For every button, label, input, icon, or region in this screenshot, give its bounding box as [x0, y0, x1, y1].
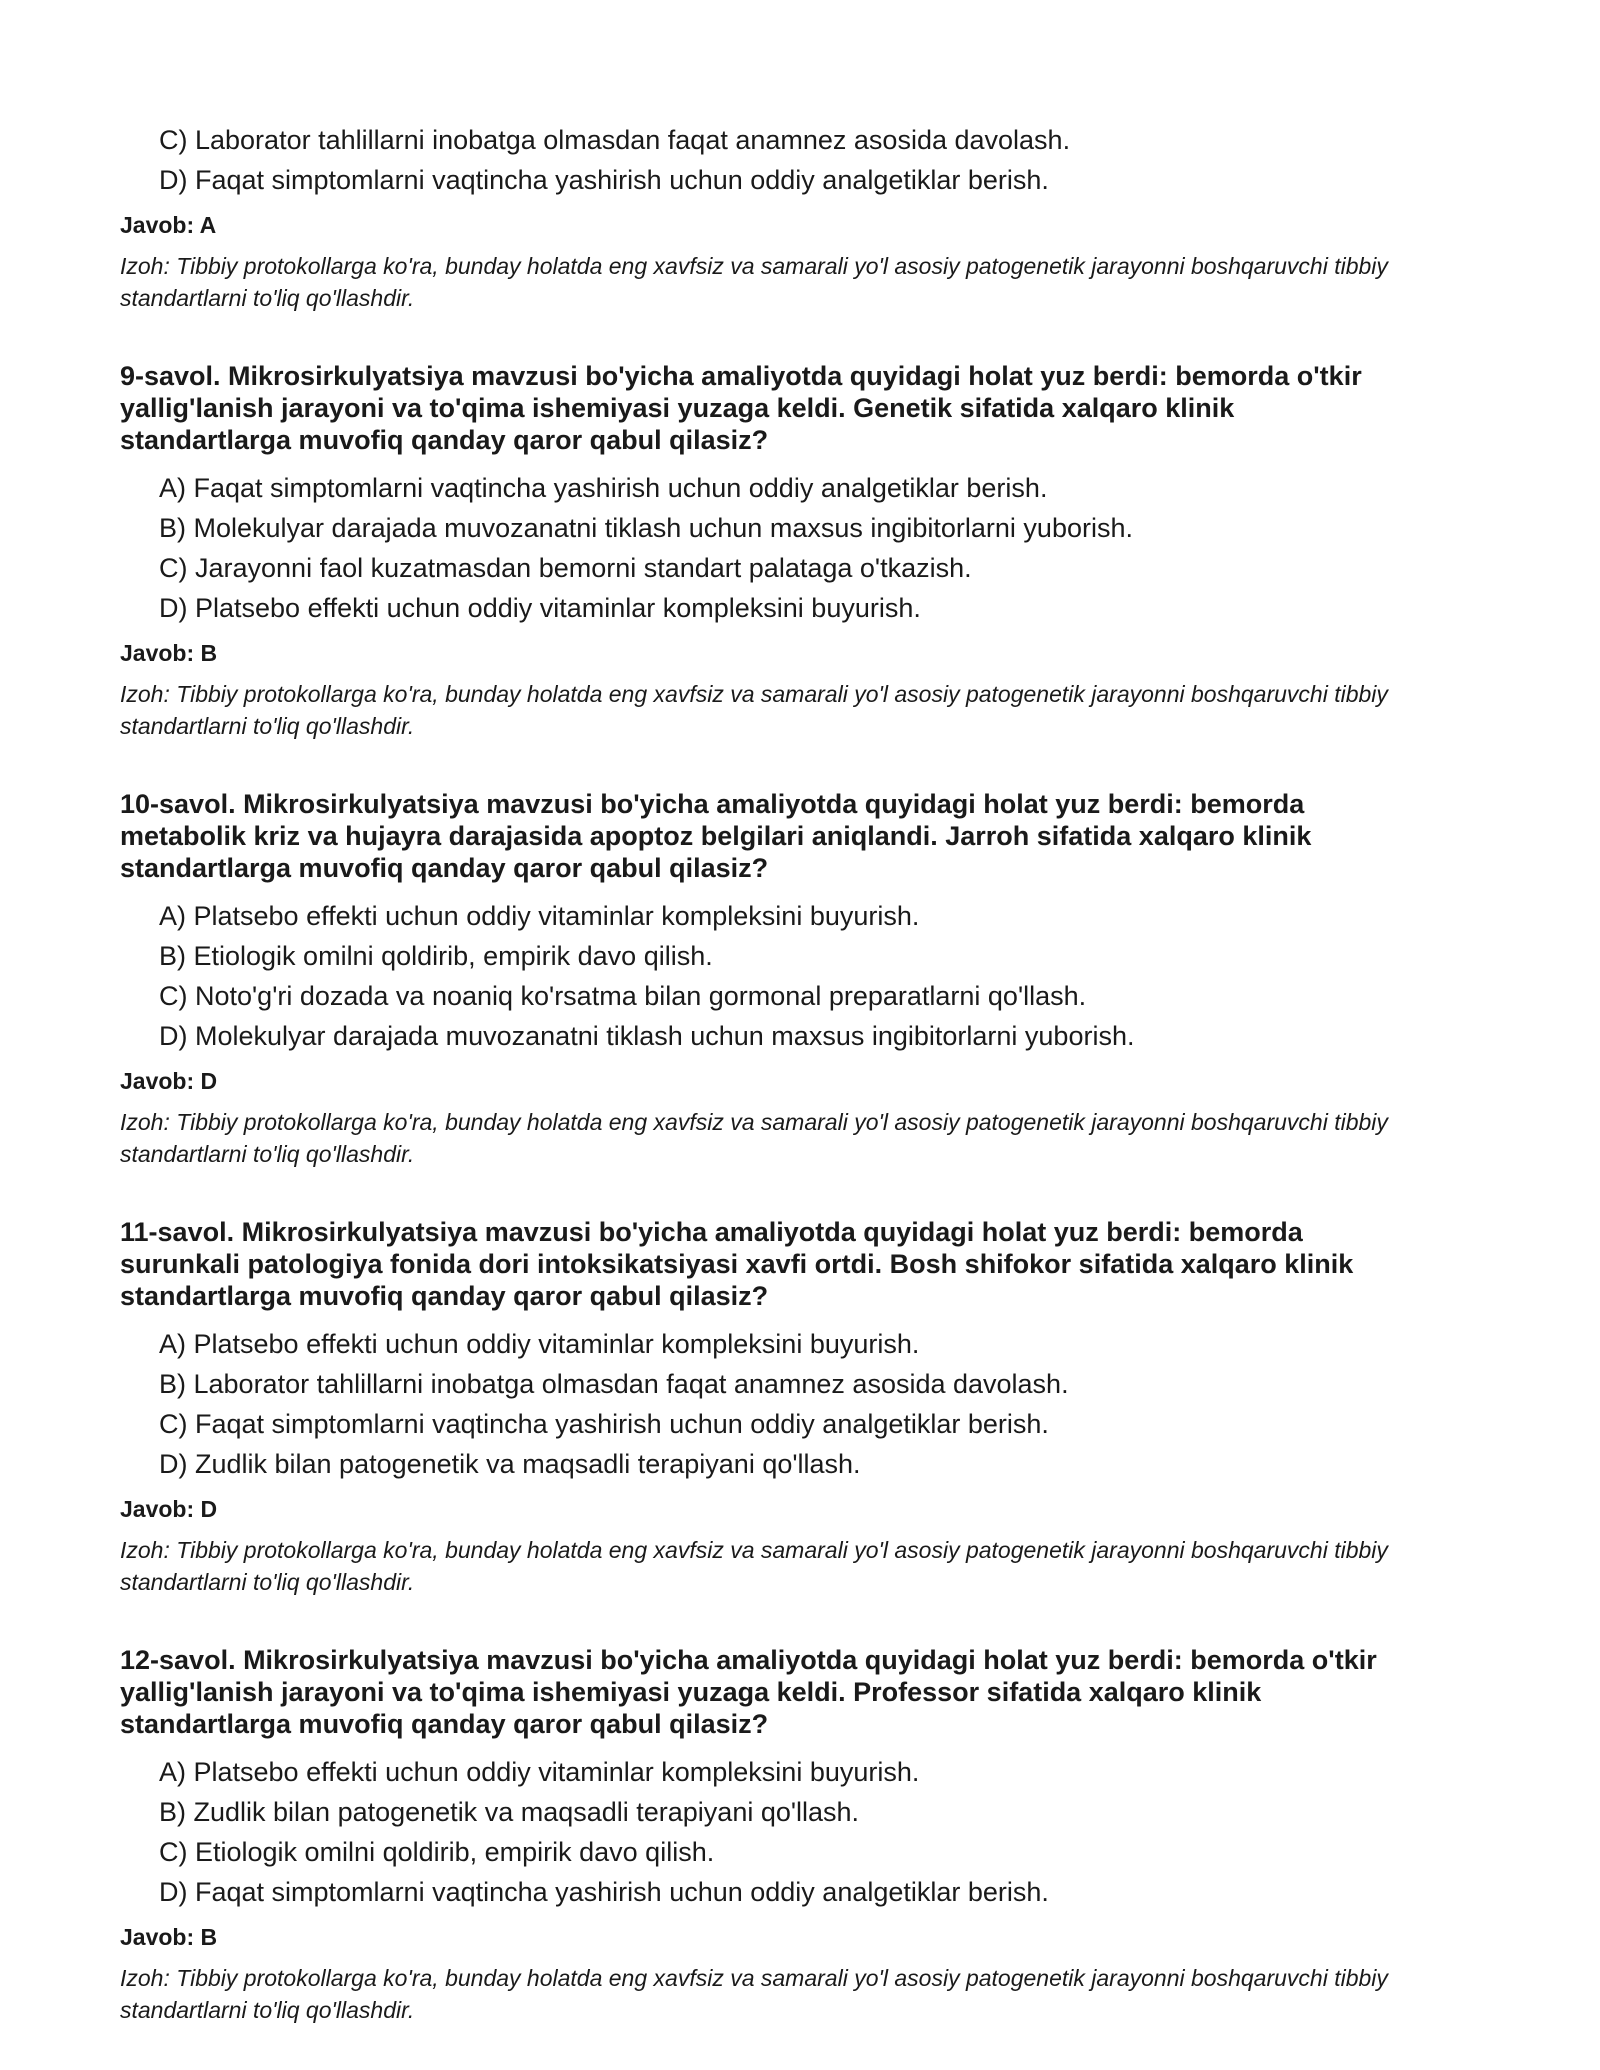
option-d: D) Platsebo effekti uchun oddiy vitaminlar kompleksini buyurish. — [159, 593, 921, 623]
option-a: A) Faqat simptomlarni vaqtincha yashirish uchun oddiy analgetiklar berish. — [159, 473, 1048, 503]
option-c: C) Laborator tahlillarni inobatga olmasdan faqat anamnez asosida davolash. — [159, 125, 1071, 155]
option-d: D) Zudlik bilan patogenetik va maqsadli terapiyani qo'llash. — [159, 1449, 861, 1479]
question-text — [120, 360, 1480, 456]
question-line: yallig'lanish jarayoni va to'qima ishemiyasi yuzaga keldi. Professor sifatida xalqaro klinik — [120, 1677, 1262, 1707]
explanation-note: Izoh: Tibbiy protokollarga ko'ra, bunday holatda eng xavfsiz va samarali yo'l asosiy patogenetik jarayonni boshqaruvchi tibbiy standartlarni to'liq qo'llashdir. — [120, 1109, 1388, 1167]
question-line: 9-savol. Mikrosirkulyatsiya mavzusi bo'yicha amaliyotda quyidagi holat yuz berdi: bemorda o'tkir — [120, 361, 1362, 391]
question-12 — [120, 1644, 1480, 2026]
answer-label: Javob: D — [120, 1068, 218, 1094]
continued-question — [120, 120, 1480, 314]
option-d: D) Faqat simptomlarni vaqtincha yashirish uchun oddiy analgetiklar berish. — [159, 165, 1049, 195]
question-text — [120, 1216, 1480, 1312]
answer-label: Javob: D — [120, 1496, 218, 1522]
question-line: standartlarga muvofiq qanday qaror qabul qilasiz? — [120, 1709, 769, 1739]
question-line: standartlarga muvofiq qanday qaror qabul qilasiz? — [120, 425, 769, 455]
option-a: A) Platsebo effekti uchun oddiy vitaminlar kompleksini buyurish. — [159, 1329, 920, 1359]
question-line: metabolik kriz va hujayra darajasida apoptoz belgilari aniqlandi. Jarroh sifatida xalqaro klinik — [120, 821, 1312, 851]
question-line: yallig'lanish jarayoni va to'qima ishemiyasi yuzaga keldi. Genetik sifatida xalqaro klinik — [120, 393, 1235, 423]
option-b: B) Etiologik omilni qoldirib, empirik davo qilish. — [159, 941, 713, 971]
option-b: B) Laborator tahlillarni inobatga olmasdan faqat anamnez asosida davolash. — [159, 1369, 1069, 1399]
question-line: 10-savol. Mikrosirkulyatsiya mavzusi bo'yicha amaliyotda quyidagi holat yuz berdi: bemorda — [120, 789, 1305, 819]
explanation-note: Izoh: Tibbiy protokollarga ko'ra, bunday holatda eng xavfsiz va samarali yo'l asosiy patogenetik jarayonni boshqaruvchi tibbiy standartlarni to'liq qo'llashdir. — [120, 1537, 1388, 1595]
question-line: 11-savol. Mikrosirkulyatsiya mavzusi bo'yicha amaliyotda quyidagi holat yuz berdi: bemorda — [120, 1217, 1303, 1247]
question-11 — [120, 1216, 1480, 1598]
answer-label: Javob: A — [120, 212, 217, 238]
option-b: B) Zudlik bilan patogenetik va maqsadli terapiyani qo'llash. — [159, 1797, 860, 1827]
explanation-note: Izoh: Tibbiy protokollarga ko'ra, bunday holatda eng xavfsiz va samarali yo'l asosiy patogenetik jarayonni boshqaruvchi tibbiy standartlarni to'liq qo'llashdir. — [120, 1965, 1388, 2023]
explanation-note: Izoh: Tibbiy protokollarga ko'ra, bunday holatda eng xavfsiz va samarali yo'l asosiy patogenetik jarayonni boshqaruvchi tibbiy standartlarni to'liq qo'llashdir. — [120, 253, 1388, 311]
option-d: D) Faqat simptomlarni vaqtincha yashirish uchun oddiy analgetiklar berish. — [159, 1877, 1049, 1907]
option-b: B) Molekulyar darajada muvozanatni tiklash uchun maxsus ingibitorlarni yuborish. — [159, 513, 1133, 543]
option-a: A) Platsebo effekti uchun oddiy vitaminlar kompleksini buyurish. — [159, 1757, 920, 1787]
option-c: C) Noto'g'ri dozada va noaniq ko'rsatma bilan gormonal preparatlarni qo'llash. — [159, 981, 1087, 1011]
question-line: standartlarga muvofiq qanday qaror qabul qilasiz? — [120, 1281, 769, 1311]
option-a: A) Platsebo effekti uchun oddiy vitaminlar kompleksini buyurish. — [159, 901, 920, 931]
question-text — [120, 1644, 1480, 1740]
question-line: standartlarga muvofiq qanday qaror qabul qilasiz? — [120, 853, 769, 883]
question-9 — [120, 360, 1480, 742]
question-10 — [120, 788, 1480, 1170]
answer-label: Javob: B — [120, 1924, 218, 1950]
question-line: 12-savol. Mikrosirkulyatsiya mavzusi bo'yicha amaliyotda quyidagi holat yuz berdi: bemorda o'tkir — [120, 1645, 1377, 1675]
explanation-note: Izoh: Tibbiy protokollarga ko'ra, bunday holatda eng xavfsiz va samarali yo'l asosiy patogenetik jarayonni boshqaruvchi tibbiy standartlarni to'liq qo'llashdir. — [120, 681, 1388, 739]
option-c: C) Jarayonni faol kuzatmasdan bemorni standart palataga o'tkazish. — [159, 553, 972, 583]
page-content — [120, 120, 1480, 2026]
answer-label: Javob: B — [120, 640, 218, 666]
option-c: C) Faqat simptomlarni vaqtincha yashirish uchun oddiy analgetiklar berish. — [159, 1409, 1049, 1439]
option-d: D) Molekulyar darajada muvozanatni tiklash uchun maxsus ingibitorlarni yuborish. — [159, 1021, 1135, 1051]
question-line: surunkali patologiya fonida dori intoksikatsiyasi xavfi ortdi. Bosh shifokor sifatida xalqaro klinik — [120, 1249, 1354, 1279]
question-text — [120, 788, 1480, 884]
option-c: C) Etiologik omilni qoldirib, empirik davo qilish. — [159, 1837, 715, 1867]
